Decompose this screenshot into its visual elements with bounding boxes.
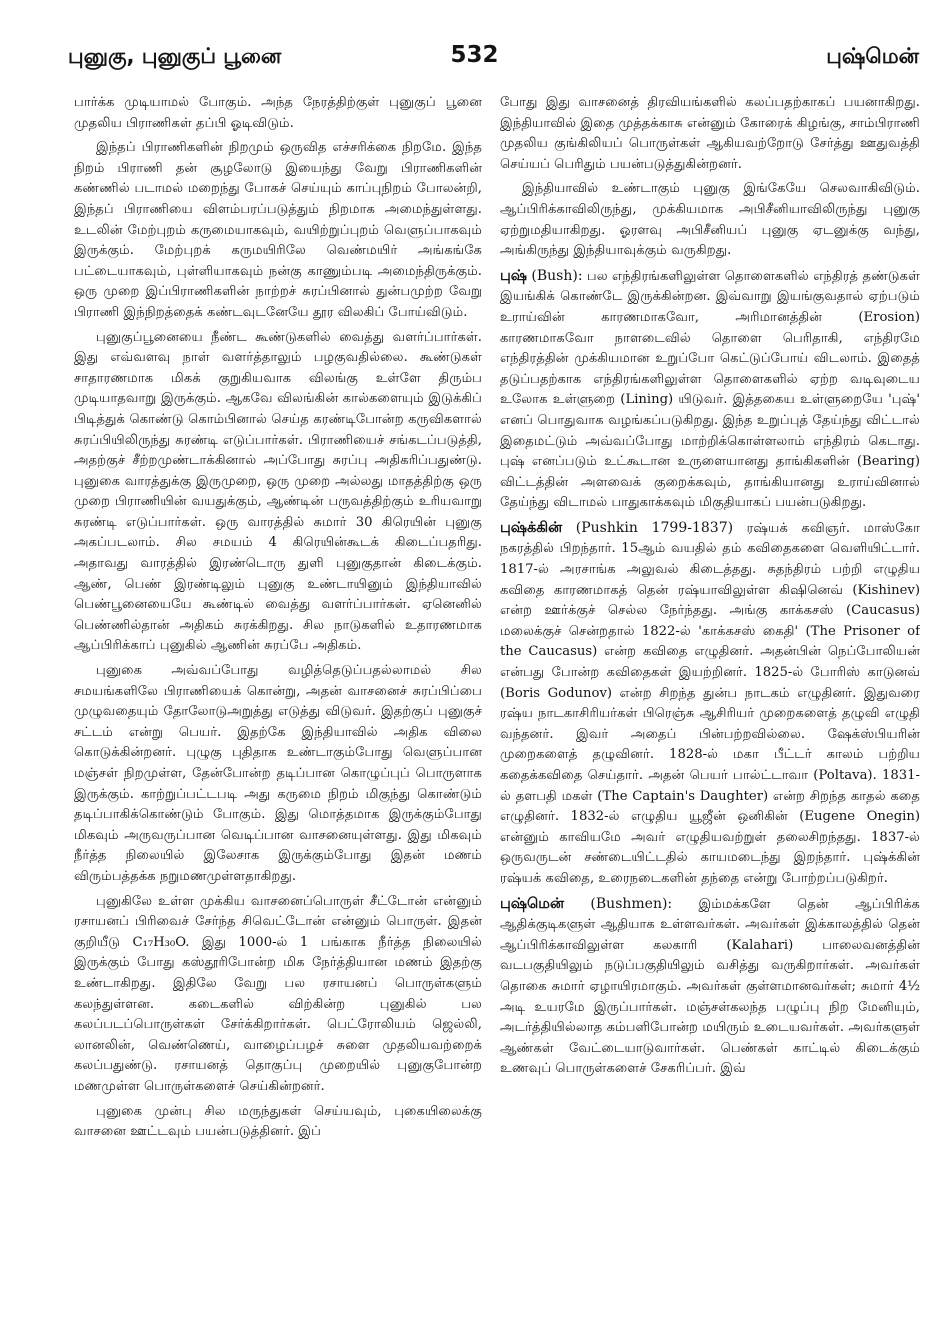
paragraph: புனுகுப்பூனையை நீண்ட கூண்டுகளில் வைத்து வளர்ப்பார்கள். இது எவ்வளவு நாள் வளர்த்தாலும் பழகுவதில்லை. கூண்டுகள் சாதாரணமாக மிகக் குறுகியவாக விலங்கு உள்ளே திரும்ப முடியாதவாறு இருக்கும். ஆகவே விலங்கின் கால்களையும் இடுக்கிப் பிடித்துக் கொண்டு கொம்பினால் செய்த கரண்டிபோன்ற கருவிகளால் சுரப்பியிலிருந்து சுரண்டி எடுப்பார்கள். பிராணியைச் சங்கடப்படுத்தி, அதற்குச் சீற்றமுண்டாக்கினால் அப்போது சுரப்பு அதிகரிப்பதுண்டு. புனுகை வாரத்துக்கு இருமுறை, ஒரு முறை அல்லது மாதத்திற்கு ஒரு முறை பிராணியின் வயதுக்கும், ஆண்டின் பருவத்திற்கும் உரியவாறு சுரண்டி எடுப்பார்கள். ஒரு வாரத்தில் சுமார் 30 கிரெயின் புனுகு அகப்படலாம். சில சமயம் 4 கிரெயின்கூடக் கிடைப்பதரிது. அதாவது வாரத்தில் இரண்டொரு துளி புனுகுதான் கிடைக்கும். ஆண், பெண் இரண்டிலும் புனுகு உண்டாயினும் இந்தியாவில் பெண்பூனையையே கூண்டில் வைத்து வளர்ப்பார்கள். ஏனெனில் பெண்ணில்தான் அதிகம் சுரக்கிறது. சில நாடுகளில் உதாரணமாக ஆப்பிரிக்காப் புனுகில் ஆணின் சுரப்பே அதிகம். (74, 329, 482, 654)
encyclopedia-entry (500, 266, 920, 514)
left-column (74, 93, 482, 1329)
running-head-right: புஷ்மென் (826, 44, 919, 68)
paragraph: இந்தப் பிராணிகளின் நிறமும் ஒருவித எச்சரிக்கை நிறமே. இந்த நிறம் பிராணி தன் சூழலோடு இயைந்து வேறு பிராணிகளின் கண்ணில் படாமல் மறைந்து போகச் செய்யும் காப்புநிறம் போலன்றி, இந்தப் பிராணியை விளம்பரப்படுத்தும் நிறமாக அமைந்துள்ளது. உடலின் மேற்புறம் கருமையாகவும், வயிற்றுப்புறம் வெளுப்பாகவும் இருக்கும். மேற்புறக் கருமயிரிலே வெண்மயிர் அங்கங்கே பட்டையாகவும், புள்ளியாகவும் நன்கு காணும்படி அமைந்திருக்கும். ஒரு முறை இப்பிராணிகளின் நாற்றச் சுரப்பினால் துன்பமுற்ற வேறு பிராணி இந்நிறத்தைக் கண்டவுடனேயே தூர விலகிப் போய்விடும். (74, 140, 482, 320)
paragraph: இந்தியாவில் உண்டாகும் புனுகு இங்கேயே செலவாகிவிடும். ஆப்பிரிக்காவிலிருந்து, முக்கியமாக அபிசீனியாவிலிருந்து புனுகு ஏற்றுமதியாகிறது. ஓரளவு அபிசீனியப் புனுகு ஏடனுக்கு வந்து, அங்கிருந்து இந்தியாவுக்கும் வருகிறது. (500, 181, 920, 259)
entry-body: ரஷ்யக் கவிஞர். மாஸ்கோ நகரத்தில் பிறந்தார். 15ஆம் வயதில் தம் கவிதைகளை வெளியிட்டார். 1817-ல் அரசாங்க அலுவல் கிடைத்தது. சுதந்திரம் பற்றி எழுதிய கவிதை காரணமாகத் தென் ரஷ்யாவிலுள்ள கிஷினெவ் (Kishinev) என்ற ஊர்க்குச் செல்ல நேர்ந்தது. அங்கு காக்கசஸ் (Caucasus) மலைக்குச் சென்றதால் 1822-ல் 'காக்கசஸ் கைதி' (The Prisoner of the Caucasus) என்ற கவிதை எழுதினர். அதன்பின் நெப்போலியன் என்பது போன்ற கவிதைகள் இயற்றினர். 1825-ல் போரிஸ் காடுனவ் (Boris Godunov) என்ற சிறந்த துன்ப நாடகம் எழுதினர். இதுவரை ரஷ்ய நாடகாசிரியர்கள் பிரெஞ்சு ஆசிரியர் முறைகளைத் தழுவி எழுதி வந்தனர். இவர் அதைப் பின்பற்றவில்லை. ஷேக்ஸ்பியரின் முறைகளைத் தழுவினர். 1828-ல் மகா பீட்டர் காலம் பற்றிய கதைக்கவிதை செய்தார். அதன் பெயர் பால்ட்டாவா (Poltava). 1831-ல் தளபதி மகள் (The Captain's Daughter) என்ற சிறந்த காதல் கதை எழுதினர். 1832-ல் எழுதிய யூஜீன் ஒனிகின் (Eugene Onegin) என்னும் காவியமே அவர் எழுதியவற்றுள் தலைசிறந்தது. 1837-ல் ஒருவருடன் சண்டையிட்டதில் காயமடைந்து இறந்தார். புஷ்க்கின் ரஷ்யக் கவிதை, உரைநடைகளின் தந்தை என்று போற்றப்படுகிறர். (500, 520, 920, 886)
entry-body: இம்மக்களே தென் ஆப்பிரிக்க ஆதிக்குடிகளுள் ஆதியாக உள்ளவர்கள். அவர்கள் இக்காலத்தில் தென் ஆப்பிரிக்காவிலுள்ள கலகாரி (Kalahari) பாலைவனத்தின் வடபகுதியிலும் நடுப்பகுதியிலும் வசித்து வருகிறார்கள். அவர்கள் தொகை சுமார் ஏழாயிரமாகும். அவர்கள் குள்ளமானவர்கள்; சுமார் 4½ அடி உயரமே இருப்பார்கள். மஞ்சள்கலந்த பழுப்பு நிற மேனியும், அடர்த்தியில்லாத கம்பளிபோன்ற மயிரும் உடையவர்கள். அவர்களுள் ஆண்கள் வேட்டையாடுவார்கள். பெண்கள் காட்டில் கிடைக்கும் உணவுப் பொருள்களைச் சேகரிப்பர். இவ் (500, 896, 920, 1077)
page-number: 532 (450, 42, 499, 68)
right-column (500, 93, 920, 1329)
continued-paragraph: போது இது வாசனைத் திரவியங்களில் கலப்பதற்காகப் பயனாகிறது. இந்தியாவில் இதை முத்தக்காசு என்னும் கோரைக் கிழங்கு, சாம்பிராணி முதலிய குங்கிலியப் பொருள்கள் ஆகியவற்றோடு சேர்த்து ஊதுவத்தி செய்யப் பெரிதும் பயன்படுத்துகின்றனர். (500, 95, 920, 172)
paragraph: புனுகை முன்பு சில மருந்துகள் செய்யவும், புகையிலைக்கு வாசனை ஊட்டவும் பயன்படுத்தினர். இப் (74, 1103, 482, 1140)
entry-latin-name: (Bush): (531, 267, 583, 284)
entry-headword: புஷ்மென் (500, 895, 565, 912)
encyclopedia-entry (500, 894, 920, 1080)
entry-latin-name: (Bushmen): (590, 895, 673, 912)
entry-headword: புஷ்க்கின் (500, 519, 563, 536)
encyclopedia-entry (500, 518, 920, 890)
entry-body: பல எந்திரங்களிலுள்ள தொளைகளில் எந்திரத் தண்டுகள் இயங்கிக் கொண்டே இருக்கின்றன. இவ்வாறு இயங்குவதால் ஏற்படும் உராய்வின் காரணமாகவோ, அரிமானத்தின் (Erosion) காரணமாகவோ நாளடைவில் தொளை பெரிதாகி, எந்திரமே எந்திரத்தின் முக்கியமான உறுப்போ கெட்டுப்போய் விடலாம். இதைத் தடுப்பதற்காக எந்திரங்களிலுள்ள தொளைகளில் ஏற்ற வடிவுடைய உலோக உள்ளுறை (Lining) யிடுவர். இத்தகைய உள்ளுறையே 'புஷ்' எனப் பொதுவாக வழங்கப்படுகிறது. இந்த உறுப்புத் தேய்ந்து விட்டால் இதைமட்டும் அவ்வப்போது மாற்றிக்கொள்ளலாம் எந்திரம் கெடாது. புஷ் எனப்படும் உட்கூடான உருளையானது தாங்கிகளின் (Bearing) விட்டத்தின் அளவைக் குறைக்கவும், தாங்கியானது உராய்வினால் தேய்ந்து விடாமல் பாதுகாக்கவும் மிகுதியாகப் பயன்படுகிறது. (500, 268, 920, 511)
paragraph: புனுகை அவ்வப்போது வழித்தெடுப்பதல்லாமல் சில சமயங்களிலே பிராணியைக் கொன்று, அதன் வாசனைச் சுரப்பிப்பை முழுவதையும் தோலோடுஅறுத்து எடுத்து விடுவர். இதற்குப் புனுகுச் சட்டம் என்று பெயர். இதற்கே இந்தியாவில் அதிக விலை கொடுக்கின்றனர். புழுகு புதிதாக உண்டாகும்போது வெளுப்பான மஞ்சள் நிறமுள்ள, தேன்போன்ற தடிப்பான கொழுப்புப் பொருளாக இருக்கும். காற்றுப்பட்டபடி அது கருமை நிறம் மிகுந்து கொண்டும் தடிப்பாகிக்கொண்டும் போகும். இது மொத்தமாக இருக்கும்போது மிகவும் அருவருப்பான வெடிப்பான வாசனையுள்ளது. இது மிகவும் நீர்த்த நிலையில் இலேசாக இருக்கும்போது இதன் மணம் விரும்பத்தக்க நறுமணமுள்ளதாகிறது. (74, 663, 482, 884)
paragraph: புனுகிலே உள்ள முக்கிய வாசனைப்பொருள் சீட்டோன் என்னும் ரசாயனப் பிரிவைச் சேர்ந்த சிவெட்டோன் என்னும் பொருள். இதன் குறியீடு C₁₇H₃₀O. இது 1000-ல் 1 பங்காக நீர்த்த நிலையில் இருக்கும் போது கஸ்தூரிபோன்ற மிக நேர்த்தியான மணம் இதற்கு உண்டாகிறது. இதிலே வேறு பல ரசாயனப் பொருள்களும் கலந்துள்ளன. கடைகளில் விற்கின்ற புனுகில் பல கலப்படப்பொருள்கள் சேர்க்கிறார்கள். பெட்ரோலியம் ஜெல்லி, லானலின், வெண்ணெய், வாழைப்பழச் சுளை முதலியவற்றைக் கலப்பதுண்டு. ரசாயனத் தொகுப்பு முறையில் புனுகுபோன்ற மணமுள்ள பொருள்களைச் செய்கின்றனர். (74, 893, 482, 1094)
continued-paragraph: பார்க்க முடியாமல் போகும். அந்த நேரத்திற்குள் புனுகுப் பூனை முதலிய பிராணிகள் தப்பி ஓடிவிடும். (74, 95, 482, 131)
entry-latin-name: (Pushkin 1799-1837) (575, 519, 734, 536)
running-head-left: புனுகு, புனுகுப் பூனை (68, 44, 282, 68)
entry-headword: புஷ் (500, 267, 528, 284)
